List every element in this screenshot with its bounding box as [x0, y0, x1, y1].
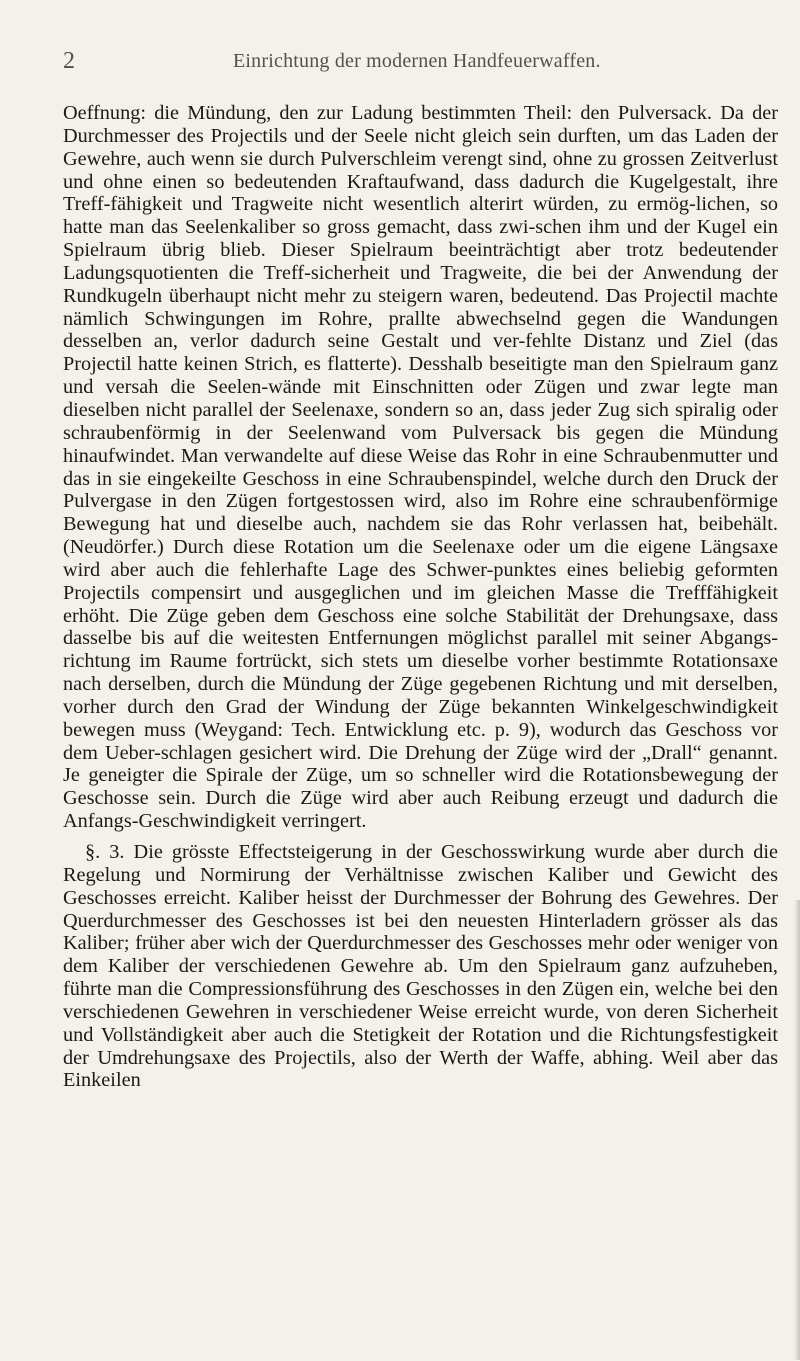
- paragraph-rifling: Oeffnung: die Mündung, den zur Ladung bestimmten Theil: den Pulversack. Da der Durchmesser des Projectils und der Seele nicht gleich sein durften, um das Laden der Gewehre, auch wenn sie durch Pulverschleim verengt sind, ohne zu grossen Zeitverlust und ohne einen so bedeutenden Kraftaufwand, dass dadurch die Kugelgestalt, ihre Treff-fähigkeit und Tragweite nicht wesentlich alterirt würden, zu ermög-lichen, so hatte man das Seelenkaliber so gross gemacht, dass zwi-schen ihm und der Kugel ein Spielraum übrig blieb. Dieser Spielraum beeinträchtigt aber trotz bedeutender Ladungsquotienten die Treff-sicherheit und Tragweite, die bei der Anwendung der Rundkugeln überhaupt nicht mehr zu steigern waren, bedeutend. Das Projectil machte nämlich Schwingungen im Rohre, prallte abwechselnd gegen die Wandungen desselben an, verlor dadurch seine Gestalt und ver-fehlte Distanz und Ziel (das Projectil hatte keinen Strich, es flatterte). Desshalb beseitigte man den Spielraum ganz und versah die Seelen-wände mit Einschnitten oder Zügen und zwar legte man dieselben nicht parallel der Seelenaxe, sondern so an, dass jeder Zug sich spiralig oder schraubenförmig in der Seelenwand vom Pulversack bis gegen die Mündung hinaufwindet. Man verwandelte auf diese Weise das Rohr in eine Schraubenmutter und das in sie eingekeilte Geschoss in eine Schraubenspindel, welche durch den Druck der Pulvergase in den Zügen fortgestossen wird, also im Rohre eine schraubenförmige Bewegung hat und dieselbe auch, nachdem sie das Rohr verlassen hat, beibehält. (Neudörfer.) Durch diese Rotation um die Seelenaxe oder um die eigene Längsaxe wird aber auch die fehlerhafte Lage des Schwer-punktes eines beliebig geformten Projectils compensirt und ausgeglichen und im gleichen Masse die Trefffähigkeit erhöht. Die Züge geben dem Geschoss eine solche Stabilität der Drehungsaxe, dass dasselbe bis auf die weitesten Entfernungen möglichst parallel mit seiner Abgangs-richtung im Raume fortrückt, sich stets um dieselbe vorher bestimmte Rotationsaxe nach derselben, durch die Mündung der Züge gegebenen Richtung und mit derselben, vorher durch den Grad der Windung der Züge bekannten Winkelgeschwindigkeit bewegen muss (Weygand: Tech. Entwicklung etc. p. 9), wodurch das Geschoss vor dem Ueber-schlagen gesichert wird. Die Drehung der Züge wird der „Drall“ genannt. Je geneigter die Spirale der Züge, um so schneller wird die Rotationsbewegung der Geschosse sein. Durch die Züge wird aber auch Reibung erzeugt und dadurch die Anfangs-Geschwindigkeit verringert.: [63, 102, 778, 833]
- page-number: 2: [63, 48, 75, 74]
- paragraph-section-3: §. 3. Die grösste Effectsteigerung in der Geschosswirkung wurde aber durch die Regelung und Normirung der Verhältnisse zwischen Kaliber und Gewicht des Geschosses erreicht. Kaliber heisst der Durchmesser der Bohrung des Gewehres. Der Querdurchmesser des Geschosses ist bei den neuesten Hinterladern grösser als das Kaliber; früher aber wich der Querdurchmesser des Geschosses mehr oder weniger von dem Kaliber der verschiedenen Gewehre ab. Um den Spielraum ganz aufzuheben, führte man die Compressionsführung des Geschosses in den Zügen ein, welche bei den verschiedenen Gewehren in verschiedener Weise erreicht wurde, von deren Sicherheit und Vollständigkeit aber auch die Stetigkeit der Rotation und die Richtungsfestigkeit der Umdrehungsaxe des Projectils, also der Werth der Waffe, abhing. Weil aber das Einkeilen: [63, 841, 778, 1092]
- running-title: Einrichtung der modernen Handfeuerwaffen.: [233, 50, 601, 72]
- body-text: [63, 102, 778, 1092]
- page-edge-shadow: [794, 900, 800, 1360]
- running-head: [63, 48, 763, 78]
